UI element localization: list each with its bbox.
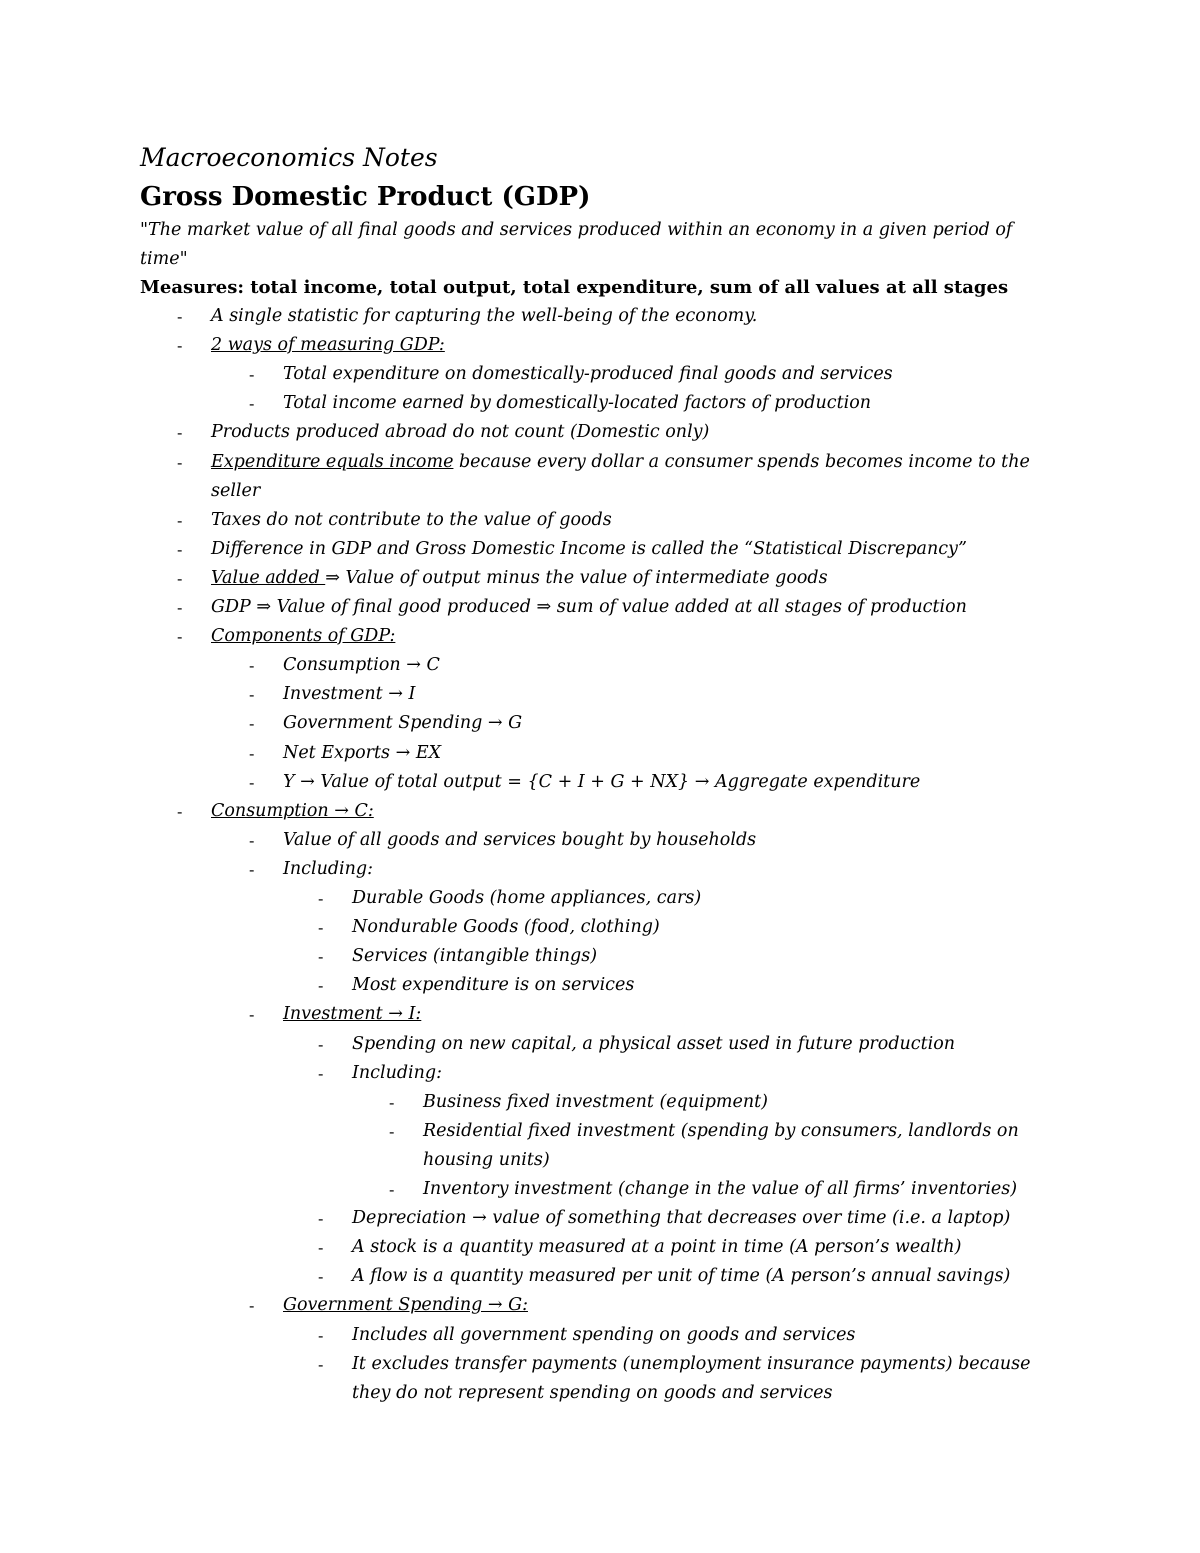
list-item [389, 1088, 1033, 1117]
list-item [318, 1321, 1042, 1350]
list-item-text: Durable Goods (home appliances, cars) [352, 888, 702, 908]
list-item [249, 680, 1043, 709]
list-item [249, 1000, 1043, 1029]
list-item [249, 1291, 1043, 1320]
bullet-dash: - [318, 947, 324, 967]
list-item [318, 1204, 1042, 1233]
bullet-dash: - [177, 539, 183, 559]
measures-line: Measures: total income, total output, total expenditure, sum of all values at all stages [140, 277, 1009, 298]
underlined-term: Components of GDP: [211, 626, 396, 647]
list-item-text: Nondurable Goods (food, clothing) [352, 917, 660, 938]
bullet-dash: - [177, 423, 183, 443]
bullet-dash: - [318, 918, 324, 938]
list-item [318, 913, 1042, 942]
list-item [389, 1175, 1033, 1204]
list-item-text: ⇒ Value of output minus the value of intermediate goods [325, 567, 828, 588]
list-item [249, 739, 1043, 768]
list-item-text: Total income earned by domestically-located factors of production [283, 393, 872, 414]
list-item-text: Value of all goods and services bought by households [283, 829, 757, 850]
list-item-text: Including: [352, 1062, 443, 1083]
list-item-text: Consumption → C [283, 655, 440, 676]
list-item-text: Total expenditure on domestically-produced final goods and services [283, 364, 893, 385]
bullet-dash: - [249, 365, 255, 385]
list-item-text: Difference in GDP and Gross Domestic Income is called the “Statistical Discrepancy” [211, 538, 967, 559]
list-item [249, 389, 1043, 418]
list-item-text: Products produced abroad do not count (Domestic only) [211, 422, 710, 443]
bullet-dash: - [318, 1034, 324, 1054]
bullet-dash: - [249, 1005, 255, 1025]
page-title: Macroeconomics Notes [140, 143, 438, 172]
list-item-text: Net Exports → EX [283, 742, 442, 763]
bullet-dash: - [249, 685, 255, 705]
list-item [177, 564, 1041, 593]
list-item [318, 942, 1042, 971]
list-item-text: Most expenditure is on services [352, 975, 635, 996]
bullet-dash: - [318, 1267, 324, 1287]
list-item [177, 448, 1041, 506]
bullet-dash: - [177, 452, 183, 472]
list-item-text: Includes all government spending on goods and services [352, 1324, 856, 1345]
underlined-term: 2 ways of measuring GDP: [211, 335, 445, 356]
list-item-text: Investment → I [283, 684, 416, 705]
bullet-dash: - [318, 1325, 324, 1345]
list-item [318, 1350, 1042, 1408]
underlined-term: Expenditure equals income [211, 451, 454, 472]
list-item [177, 797, 1041, 826]
list-item-text: Taxes do not contribute to the value of goods [211, 509, 612, 530]
bullet-dash: - [249, 830, 255, 850]
bullet-dash: - [177, 510, 183, 530]
list-item-text: A stock is a quantity measured at a point in time (A person’s wealth) [352, 1237, 962, 1258]
list-item-text: A single statistic for capturing the well-being of the economy. [211, 306, 758, 326]
bullet-dash: - [177, 336, 183, 356]
underlined-term: Investment → I: [283, 1004, 422, 1025]
bullet-dash: - [389, 1121, 395, 1141]
bullet-dash: - [318, 1354, 324, 1374]
bullet-dash: - [177, 598, 183, 617]
list-item [177, 302, 1041, 331]
list-item-text: Residential fixed investment (spending by consumers, landlords on housing units) [423, 1120, 1019, 1170]
list-item [318, 884, 1042, 913]
bullet-dash: - [177, 568, 183, 588]
list-item [318, 971, 1042, 1000]
bullet-dash: - [318, 976, 324, 996]
section-heading: Gross Domestic Product (GDP) [140, 182, 591, 212]
definition-quote: "The market value of all final goods and services produced within an economy in a given period of time" [140, 220, 1013, 269]
list-item [177, 418, 1041, 447]
bullet-dash: - [177, 627, 183, 647]
list-item-text: It excludes transfer payments (unemployment insurance payments) because they do not represent spending on goods and services [352, 1353, 1031, 1403]
bullet-dash: - [389, 1180, 395, 1199]
bullet-dash: - [249, 394, 255, 414]
list-item-text: because every dollar a consumer spends becomes income to the seller [211, 451, 1030, 501]
bullet-dash: - [318, 1238, 324, 1258]
bullet-dash: - [177, 307, 183, 326]
bullet-dash: - [177, 801, 183, 821]
list-item [318, 1233, 1042, 1262]
list-item [389, 1117, 1033, 1175]
bullet-dash: - [249, 714, 255, 734]
list-item [249, 709, 1043, 738]
list-item-text: Services (intangible things) [352, 946, 598, 967]
list-item [177, 535, 1041, 564]
bullet-dash: - [318, 889, 324, 908]
underlined-term: Value added [211, 567, 326, 588]
list-item-text: A flow is a quantity measured per unit of time (A person’s annual savings) [352, 1266, 1011, 1287]
list-item [249, 651, 1043, 680]
list-item-text: Depreciation → value of something that decreases over time (i.e. a laptop) [352, 1208, 1011, 1229]
list-item-text: Spending on new capital, a physical asset used in future production [352, 1033, 956, 1054]
list-item [177, 593, 1041, 622]
list-item [318, 1030, 1042, 1059]
list-item [249, 826, 1043, 855]
list-item-text: Business fixed investment (equipment) [423, 1091, 769, 1112]
list-item [249, 768, 1043, 797]
bullet-dash: - [249, 1296, 255, 1316]
bullet-dash: - [249, 743, 255, 763]
bullet-dash: - [318, 1063, 324, 1083]
list-item-text: Inventory investment (change in the value of all firms’ inventories) [423, 1179, 1018, 1199]
bullet-dash: - [249, 656, 255, 676]
bullet-dash: - [389, 1092, 395, 1112]
underlined-term: Government Spending → G: [283, 1295, 528, 1316]
list-item [177, 622, 1041, 651]
bullet-dash: - [249, 772, 255, 792]
bullet-dash: - [318, 1209, 324, 1229]
underlined-term: Consumption → C: [211, 800, 374, 821]
list-item [177, 506, 1041, 535]
list-item [318, 1262, 1042, 1291]
list-item [177, 331, 1041, 360]
list-item-text: Government Spending → G [283, 713, 523, 734]
list-item-text: GDP ⇒ Value of final good produced ⇒ sum of value added at all stages of production [211, 597, 967, 617]
list-item [249, 360, 1043, 389]
list-item [318, 1059, 1042, 1088]
list-item-text: Y → Value of total output = {C + I + G + NX} → Aggregate expenditure [283, 771, 921, 792]
bullet-dash: - [249, 859, 255, 879]
list-item [249, 855, 1043, 884]
list-item-text: Including: [283, 858, 374, 879]
